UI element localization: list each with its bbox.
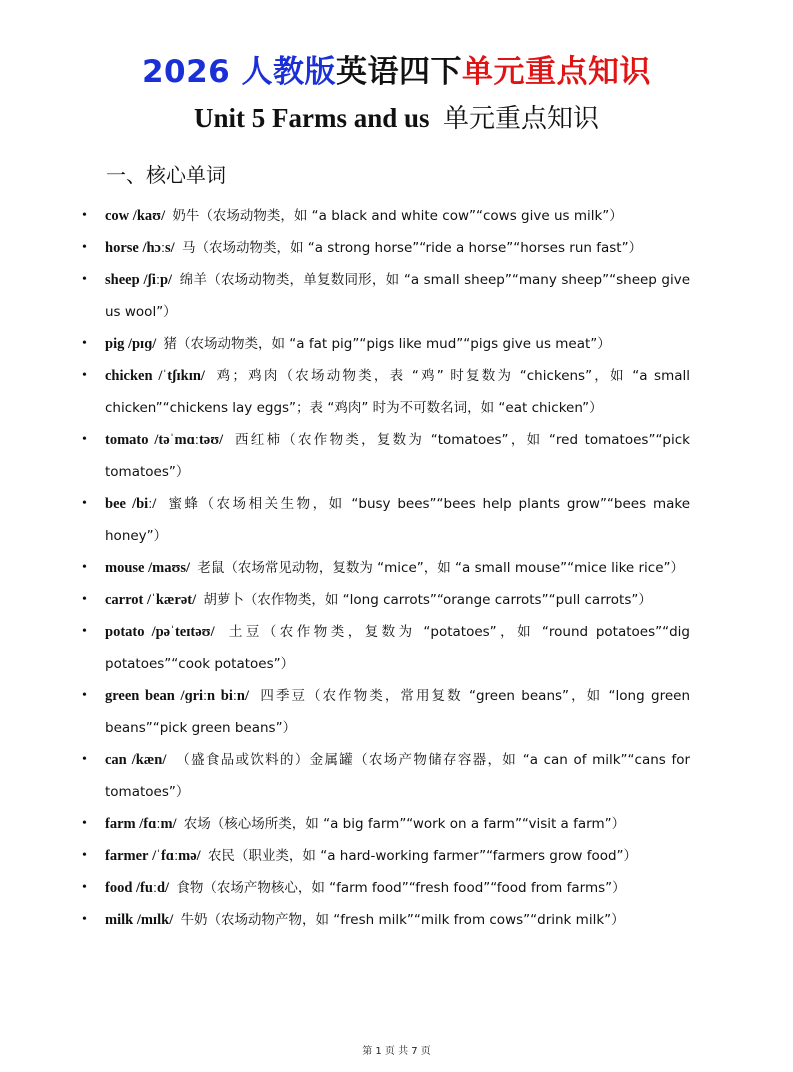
vocab-word: mouse	[105, 560, 145, 576]
vocab-definition: 土豆（农作物类，复数为 “potatoes”，如 “round potatoes”“dig potatoes”“cook potatoes”）	[105, 624, 691, 672]
vocab-definition: 马（农场动物类，如 “a strong horse”“ride a horse”“horses run fast”）	[181, 240, 643, 256]
vocab-word: horse	[105, 240, 139, 256]
vocab-word: farm	[105, 816, 136, 832]
vocab-word: green bean	[105, 688, 175, 704]
vocab-item	[80, 488, 690, 552]
vocab-phonetic: /kaʊ/	[132, 208, 166, 224]
vocab-definition: 食物（农场产物核心，如 “farm food”“fresh food”“food from farms”）	[176, 880, 626, 896]
vocab-item	[80, 552, 690, 584]
vocab-phonetic: /ˈtʃɪkɪn/	[158, 368, 205, 384]
vocab-phonetic: /hɔːs/	[142, 240, 175, 256]
vocab-definition: 绵羊（农场动物类，单复数同形，如 “a small sheep”“many sheep”“sheep give us wool”）	[105, 272, 691, 320]
vocab-item	[80, 328, 690, 360]
vocab-item	[80, 904, 690, 936]
vocab-phonetic: /ˈkærət/	[147, 592, 197, 608]
vocab-word: farmer	[105, 848, 149, 864]
vocab-definition: 牛奶（农场动物产物，如 “fresh milk”“milk from cows”“drink milk”）	[180, 912, 625, 928]
vocab-definition: 农场（核心场所类，如 “a big farm”“work on a farm”“visit a farm”）	[183, 816, 626, 832]
vocab-phonetic: /fɑːm/	[139, 816, 177, 832]
vocab-phonetic: /fuːd/	[136, 880, 170, 896]
vocab-phonetic: /pəˈteɪtəʊ/	[151, 624, 215, 640]
vocab-item	[80, 872, 690, 904]
vocab-definition: 蜜蜂（农场相关生物，如 “busy bees”“bees help plants grow”“bees make honey”）	[105, 496, 691, 544]
vocab-word: milk	[105, 912, 134, 928]
vocab-word: sheep	[105, 272, 140, 288]
title-grade: 2026 人教版	[141, 54, 337, 90]
vocab-phonetic: /ɡriːn biːn/	[180, 688, 250, 704]
vocab-item	[80, 840, 690, 872]
vocab-definition: 猪（农场动物类，如 “a fat pig”“pigs like mud”“pigs give us meat”）	[163, 336, 611, 352]
vocab-definition: 老鼠（农场常见动物，复数为 “mice”，如 “a small mouse”“mice like rice”）	[197, 560, 685, 576]
vocab-item	[80, 264, 690, 328]
vocab-word: potato	[105, 624, 145, 640]
vocab-word: cow	[105, 208, 130, 224]
vocab-definition: 胡萝卜（农作物类，如 “long carrots”“orange carrots”“pull carrots”）	[203, 592, 652, 608]
vocab-definition: 四季豆（农作物类，常用复数 “green beans”，如 “long green beans”“pick green beans”）	[105, 688, 691, 736]
vocab-phonetic: /maʊs/	[148, 560, 191, 576]
section-heading: 一、核心单词	[106, 163, 226, 187]
vocabulary-list	[80, 200, 690, 936]
unit-subtitle-zh: 单元重点知识	[443, 104, 600, 134]
vocab-word: chicken	[105, 368, 153, 384]
vocab-phonetic: /kæn/	[131, 752, 167, 768]
vocab-definition: 奶牛（农场动物类，如 “a black and white cow”“cows give us milk”）	[172, 208, 623, 224]
vocab-definition: 西红柿（农作物类，复数为 “tomatoes”，如 “red tomatoes”“pick tomatoes”）	[105, 432, 690, 480]
vocab-word: bee	[105, 496, 126, 512]
vocab-item	[80, 808, 690, 840]
vocab-phonetic: /təˈmɑːtəʊ/	[154, 432, 224, 448]
vocab-phonetic: /biː/	[132, 496, 157, 512]
vocab-item	[80, 360, 690, 424]
vocab-word: tomato	[105, 432, 149, 448]
title-topic: 单元重点知识	[462, 54, 652, 90]
vocab-item	[80, 584, 690, 616]
vocab-definition: 农民（职业类，如 “a hard-working farmer”“farmers grow food”）	[207, 848, 638, 864]
unit-name: Unit 5 Farms and us	[193, 103, 430, 133]
vocab-phonetic: /ʃiːp/	[143, 272, 173, 288]
vocab-phonetic: /ˈfɑːmə/	[152, 848, 201, 864]
vocab-word: can	[105, 752, 127, 768]
vocab-item	[80, 680, 690, 744]
page-footer: 第 1 页 共 7 页	[362, 1046, 431, 1057]
vocab-item	[80, 616, 690, 680]
vocab-word: carrot	[105, 592, 144, 608]
vocab-item	[80, 424, 690, 488]
vocab-item	[80, 744, 690, 808]
vocab-item	[80, 200, 690, 232]
vocab-item	[80, 232, 690, 264]
vocab-phonetic: /pɪɡ/	[127, 336, 157, 352]
vocab-definition: 鸡；鸡肉（农场动物类，表 “鸡” 时复数为 “chickens”，如 “a small chicken”“chickens lay eggs”；表 “鸡肉” 时为不可数名词，如 “eat chicken”）	[105, 368, 691, 416]
title-subject: 英语四下	[336, 54, 463, 90]
vocab-word: food	[105, 880, 133, 896]
document-title	[0, 52, 793, 92]
vocab-word: pig	[105, 336, 125, 352]
vocab-phonetic: /mɪlk/	[136, 912, 174, 928]
unit-subtitle	[0, 100, 793, 137]
vocab-definition: （盛食品或饮料的）金属罐（农场产物储存容器，如 “a can of milk”“cans for tomatoes”）	[105, 752, 691, 800]
